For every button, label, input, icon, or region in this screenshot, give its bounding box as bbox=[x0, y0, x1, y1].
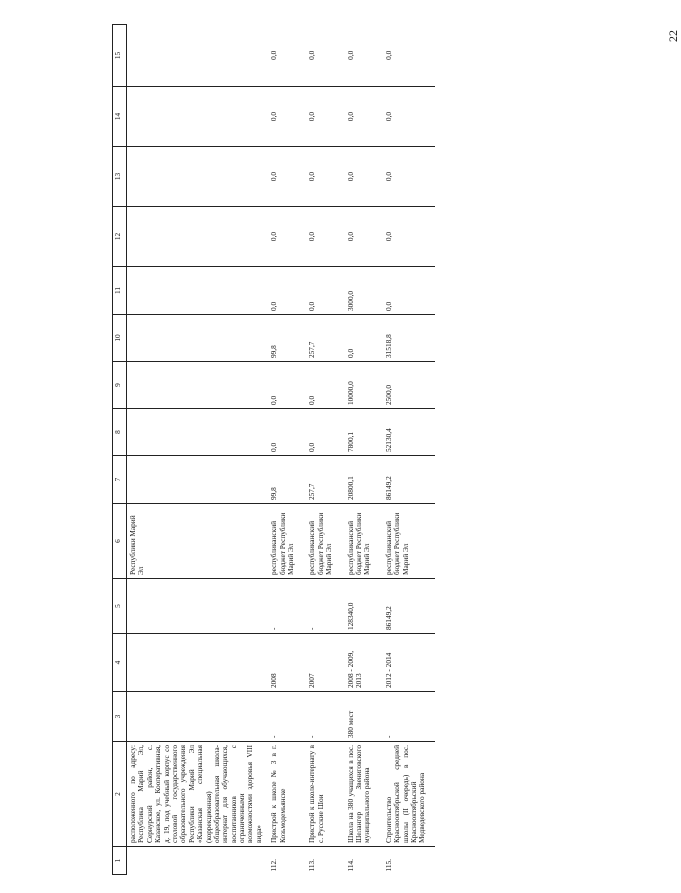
cell-num: 114. bbox=[345, 859, 355, 872]
page-number: 22 bbox=[666, 30, 680, 42]
cell-num: 115. bbox=[383, 859, 393, 872]
cell-name: Строительство Краснооктябрьской средней школы (II очередь) в пос. Краснооктябрьский Медведевского района bbox=[380, 742, 435, 847]
cell-capacity: - bbox=[303, 692, 341, 742]
cell-2014: 0,0 bbox=[342, 87, 380, 147]
cell-2012: 0,0 bbox=[380, 207, 435, 267]
cell-2015: 0,0 bbox=[342, 25, 380, 87]
cell-source: республиканский бюджет Республики Марий Эл bbox=[342, 504, 380, 579]
cell-2012: 0,0 bbox=[342, 207, 380, 267]
cell-capacity: - bbox=[265, 692, 303, 742]
cell-2012: 0,0 bbox=[265, 207, 303, 267]
cell-2015: 0,0 bbox=[380, 25, 435, 87]
cell-2009: 0,0 bbox=[265, 362, 303, 409]
column-header-2: 2 bbox=[113, 742, 127, 847]
cell-num bbox=[127, 847, 266, 875]
cell-2010: 99,8 bbox=[265, 315, 303, 362]
cell-period: 2008 - 2009, 2013 bbox=[342, 634, 380, 692]
column-header-1: 1 bbox=[113, 847, 127, 875]
cell-capacity: 380 мест bbox=[342, 692, 380, 742]
cell-period: 2007 bbox=[303, 634, 341, 692]
cell-period: 2008 bbox=[265, 634, 303, 692]
cell-2014: 0,0 bbox=[380, 87, 435, 147]
column-header-13: 13 bbox=[113, 147, 127, 207]
cell-total: 257,7 bbox=[303, 456, 341, 504]
cell-estimate: - bbox=[265, 579, 303, 634]
header-row bbox=[113, 25, 127, 875]
column-header-10: 10 bbox=[113, 315, 127, 362]
cell-2011: 0,0 bbox=[380, 267, 435, 315]
cell-num: 112. bbox=[269, 859, 279, 872]
cell-name: Пристрой к школе № 3 в г. Козьмодемьянске bbox=[265, 742, 303, 847]
rotated-table-sheet bbox=[112, 25, 627, 875]
cell-2011: 3000,0 bbox=[342, 267, 380, 315]
cell-source: республиканский бюджет Республики Марий Эл bbox=[303, 504, 341, 579]
cell-2008: 7800,1 bbox=[342, 409, 380, 456]
cell-source: Республики Марий Эл bbox=[127, 504, 266, 579]
cell-2010: 31518,8 bbox=[380, 315, 435, 362]
cell-2009: 10000,0 bbox=[342, 362, 380, 409]
cell-2008: 52130,4 bbox=[380, 409, 435, 456]
cell-2012: 0,0 bbox=[303, 207, 341, 267]
cell-2011: 0,0 bbox=[265, 267, 303, 315]
column-header-4: 4 bbox=[113, 634, 127, 692]
cell-period: 2012 - 2014 bbox=[380, 634, 435, 692]
cell-2011: 0,0 bbox=[303, 267, 341, 315]
cell-estimate: 86149,2 bbox=[380, 579, 435, 634]
column-header-7: 7 bbox=[113, 456, 127, 504]
column-header-8: 8 bbox=[113, 409, 127, 456]
cell-2014: 0,0 bbox=[303, 87, 341, 147]
column-header-15: 15 bbox=[113, 25, 127, 87]
cell-2008: 0,0 bbox=[303, 409, 341, 456]
investment-table bbox=[112, 24, 435, 875]
column-header-9: 9 bbox=[113, 362, 127, 409]
table-row bbox=[342, 25, 380, 875]
column-header-14: 14 bbox=[113, 87, 127, 147]
column-header-3: 3 bbox=[113, 692, 127, 742]
cell-2009: 2500,0 bbox=[380, 362, 435, 409]
cell-2013: 0,0 bbox=[380, 147, 435, 207]
cell-2015: 0,0 bbox=[303, 25, 341, 87]
cell-source: республиканский бюджет Республики Марий Эл bbox=[380, 504, 435, 579]
table-row bbox=[303, 25, 341, 875]
cell-2014: 0,0 bbox=[265, 87, 303, 147]
column-header-11: 11 bbox=[113, 267, 127, 315]
cell-num: 113. bbox=[307, 859, 317, 872]
table-row bbox=[265, 25, 303, 875]
cell-2010: 0,0 bbox=[342, 315, 380, 362]
cell-total: 20800,1 bbox=[342, 456, 380, 504]
cell-2010: 257,7 bbox=[303, 315, 341, 362]
cell-2008: 0,0 bbox=[265, 409, 303, 456]
cell-total: 99,8 bbox=[265, 456, 303, 504]
cell-2009: 0,0 bbox=[303, 362, 341, 409]
cell-estimate: - bbox=[303, 579, 341, 634]
cell-total: 86149,2 bbox=[380, 456, 435, 504]
column-header-5: 5 bbox=[113, 579, 127, 634]
column-header-6: 6 bbox=[113, 504, 127, 579]
cell-2015: 0,0 bbox=[265, 25, 303, 87]
cell-2013: 0,0 bbox=[265, 147, 303, 207]
cell-name: Школа на 380 учащихся в пос. Шелангер Звениговского муниципального района bbox=[342, 742, 380, 847]
table-row bbox=[380, 25, 435, 875]
cell-description: расположенного по адресу: Республика Марий Эл, Сернурский район, с. Казанское, ул. Кооперативная, д. 19, под учебный корпус со столовой государственного образовательного учреждения Республики Марий Эл «Казанская специальная (коррекционная) общеобразовательная школа-интернат для обучающихся, воспитанников с ограниченными возможностями здоровья VIII вида» bbox=[127, 742, 266, 847]
cell-estimate: 128340,0 bbox=[342, 579, 380, 634]
cell-source: республиканский бюджет Республики Марий Эл bbox=[265, 504, 303, 579]
cell-2013: 0,0 bbox=[342, 147, 380, 207]
cell-name: Пристрой к школе-интернату в с. Русские Шои bbox=[303, 742, 341, 847]
cell-2013: 0,0 bbox=[303, 147, 341, 207]
continuation-row bbox=[127, 25, 266, 875]
cell-capacity: - bbox=[380, 692, 435, 742]
column-header-12: 12 bbox=[113, 207, 127, 267]
